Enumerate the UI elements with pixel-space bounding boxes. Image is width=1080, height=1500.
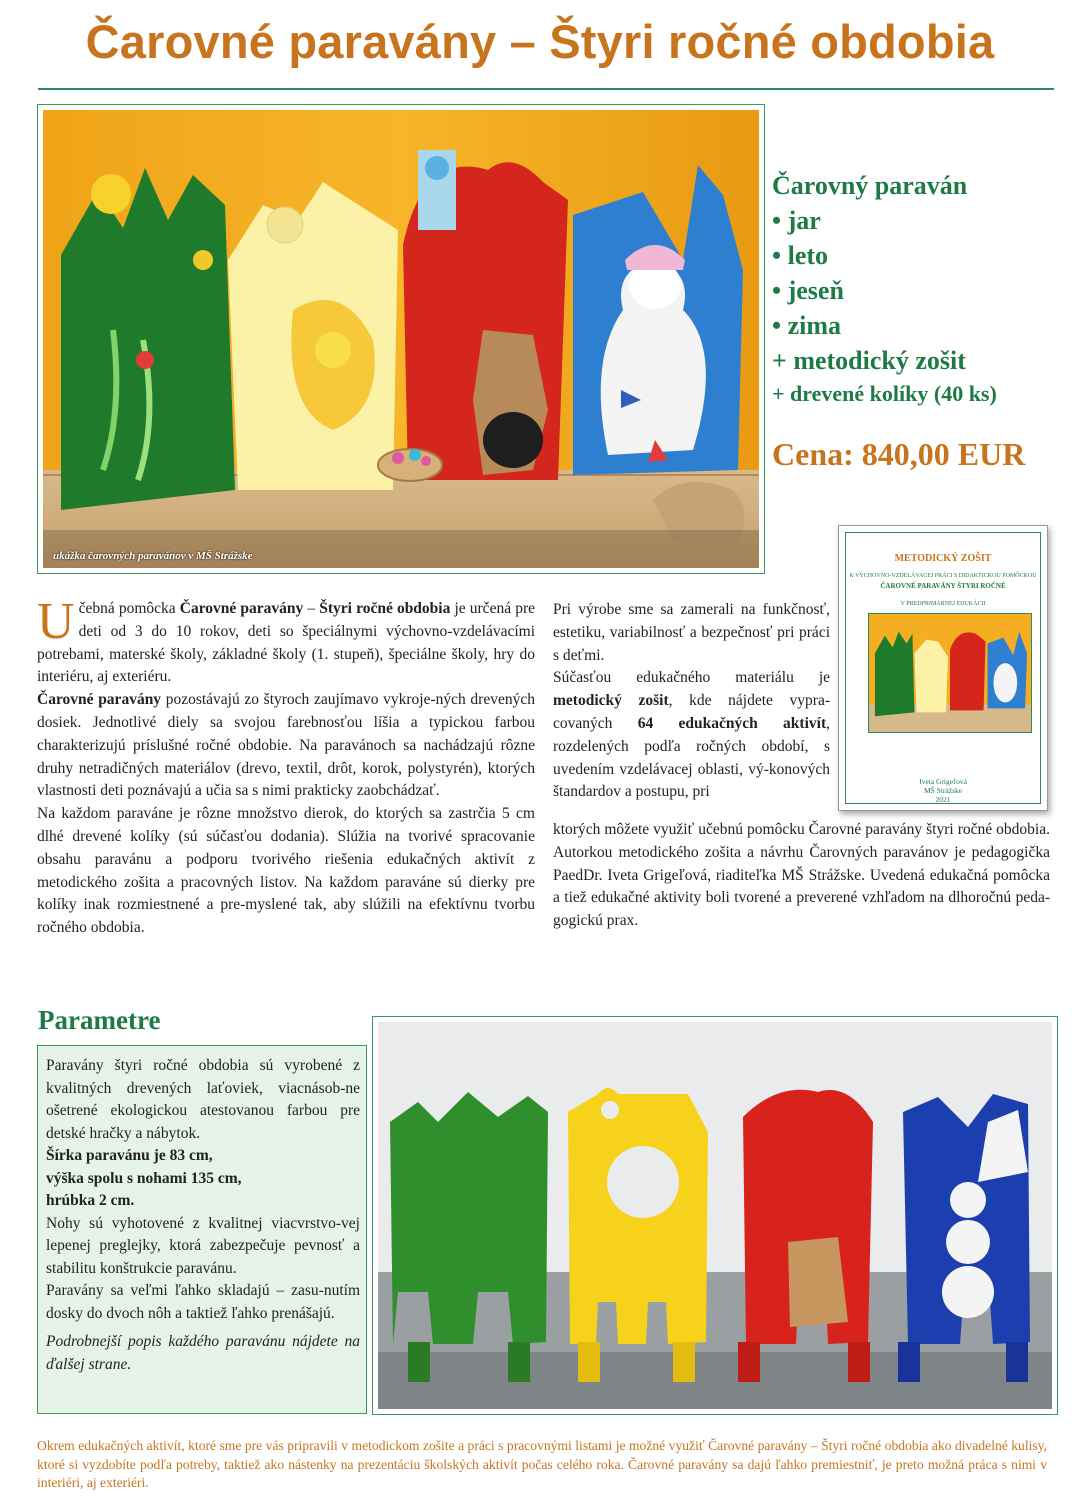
parameters-assembly: Paravány sa veľmi ľahko skladajú – zasu-nutím dosky do dvoch nôh a taktiež ľahko prenášajú. [46,1282,360,1322]
text-span: je určená pre deti od 3 do 10 rokov, deti so špeciálnymi výchovno-vzdelávacími potrebami, materské školy, základné školy (1. stupeň), špeciálne školy, hry do interiéru, aj exteriéru. [37,600,535,686]
text-span: – [303,600,320,617]
footer-note: Okrem edukačných aktivít, ktoré sme pre vás pripravili v metodickom zošite a práci s pracovnými listami je možné využiť Čarovné paravány – Štyri ročné obdobia ako divadelné kulisy, ktoré si vyzdobíte podľa potreby, taktiež ako nástenky na prezentáciu školských aktivít počas celého roka. Čarovné paravány sa dajú ľahko premiestniť, je preto možná práca s nimi v interiéri, aj exteriéri. [37,1438,1047,1490]
contents-extra-koliky: + drevené kolíky (40 ks) [772,381,997,406]
description-column-2-bottom [553,819,1050,933]
text-span: , rozdelených podľa ročných období, s uvedením vzdelávacej oblasti, vý-konových štandardov a postupu, pri [553,714,830,801]
contents-heading: Čarovný paraván [772,171,968,200]
contents-item-jesen: • jeseň [772,276,844,305]
title-divider [38,88,1054,90]
parameters-height [46,1168,360,1191]
booklet-school: MŠ Strážske [923,786,963,795]
booklet-author-block [846,777,1040,804]
booklet-title: METODICKÝ ZOŠIT [894,553,992,564]
paragraph-booklet [553,667,830,804]
contents-list [772,168,1062,410]
screens-outdoor-illustration [378,1022,1052,1409]
paragraph-holes: Na každom paraváne je rôzne množstvo dierok, do ktorých sa zastrčia 5 cm dlhé drevené kolíky (sú súčasťou dodania). Slúžia na tvorivé spracovanie obsahu paravánu a podporu tvorivého riešenia edukačných aktivít z metodického zošita a pracovných listov. Na každom paraváne sú dierky pre kolíky inak rozmiestnené a pre-myslené tak, aby slúžili na efektívnu tvorbu ročného obdobia. [37,805,535,937]
booklet-name: metodický zošit [553,692,669,710]
parameters-note: Podrobnejší popis každého paravánu nájdete na ďalšej strane. [46,1333,360,1373]
contents-item-jar: • jar [772,206,821,235]
booklet-cover-image [868,613,1032,733]
text-span: Súčasťou edukačného materiálu je [553,669,830,687]
booklet-year: 2021 [935,795,951,804]
page-title: Čarovné paravány – Štyri ročné obdobia [85,15,995,68]
paragraph-design [37,689,535,803]
activities-count: 64 edukačných aktivít [637,714,827,732]
parameters-legs: Nohy sú vyhotovené z kvalitnej viacvrstvo-vej lepenej preglejky, ktorá zabezpečuje pevnosť a stabilitu konštrukcie paravánu. [46,1214,360,1277]
height-value: výška spolu s nohami 135 cm, [46,1169,242,1187]
parameters-material: Paravány štyri ročné obdobia sú vyrobené z kvalitných drevených laťoviek, viacnásob-ne ošetrené ekologickou atestovanou farbou pre detské hračky a nábytok. [46,1057,360,1142]
booklet-line1: K VÝCHOVNO-VZDELÁVACEJ PRÁCI S DIDAKTICKOU POMÔCKOU [849,573,1037,579]
parameters-heading: Parametre [38,1005,161,1035]
booklet-line3: V PREDPRIMÁRNEJ EDUKÁCII [900,601,986,607]
contents-extra-zosit: + metodický zošit [772,346,966,375]
thickness-value: hrúbka 2 cm. [46,1192,135,1209]
bottom-photo [372,1016,1058,1415]
product-subtitle: Štyri ročné obdobia [319,600,451,617]
description-column-2-top [553,599,830,804]
booklet-cover [838,525,1048,811]
contents-item-zima: • zima [772,311,842,340]
top-photo-caption: ukážka čarovných paravánov v MŠ Strážske [53,550,253,562]
dropcap: U [37,593,75,650]
booklet-author: Iveta Grigeľová [919,777,967,786]
parameters-box [37,1045,367,1414]
description-column-1 [37,593,535,940]
booklet-line2: ČAROVNÉ PARAVÁNY ŠTYRI ROČNÉ [880,582,1006,590]
width-value: Šírka paravánu je 83 cm, [46,1147,213,1164]
paragraph-intro [37,593,535,689]
parameters-thickness [46,1190,360,1213]
price: Cena: 840,00 EUR [772,436,1026,472]
parameters-width [46,1145,360,1168]
top-photo [37,104,765,574]
paragraph-production: Pri výrobe sme sa zamerali na funkčnosť, estetiku, variabilnosť a bezpečnosť pri práci s deťmi. [553,601,830,664]
paragraph-author: ktorých môžete využiť učebnú pomôcku Čarovné paravány štyri ročné obdobia. Autorkou metodického zošita a návrhu Čarovných paravánov je pedagogička PaedDr. Iveta Grigeľová, riaditeľka MŠ Strážske. Uvedená edukačná pomôcka a tiež edukačné aktivity boli tvorené a preverené vzhľadom na dlhoročnú peda-gogickú prax. [553,821,1050,930]
product-name: Čarovné paravány [179,600,304,617]
text-span: , kde nájdete vypra-covaných [553,692,830,732]
product-name: Čarovné paravány [37,691,162,709]
text-span: pozostávajú zo štyroch zaujímavo vykroje-ných drevených dosiek. Jednotlivé diely sa svojou farebnosťou líšia a typickou farbou charakterizujú príslušné ročné obdobie. Na paravánoch sa nachádzajú rôzne druhy netradičných materiálov (drevo, textil, drôt, korok, polystyrén), ktorých vlastnosti deti poznávajú a učia sa s nimi prakticky zaobchádzať. [37,691,535,800]
contents-item-leto: • leto [772,241,829,270]
screens-photo-illustration [43,110,759,568]
text-span: čebná pomôcka [78,600,180,617]
